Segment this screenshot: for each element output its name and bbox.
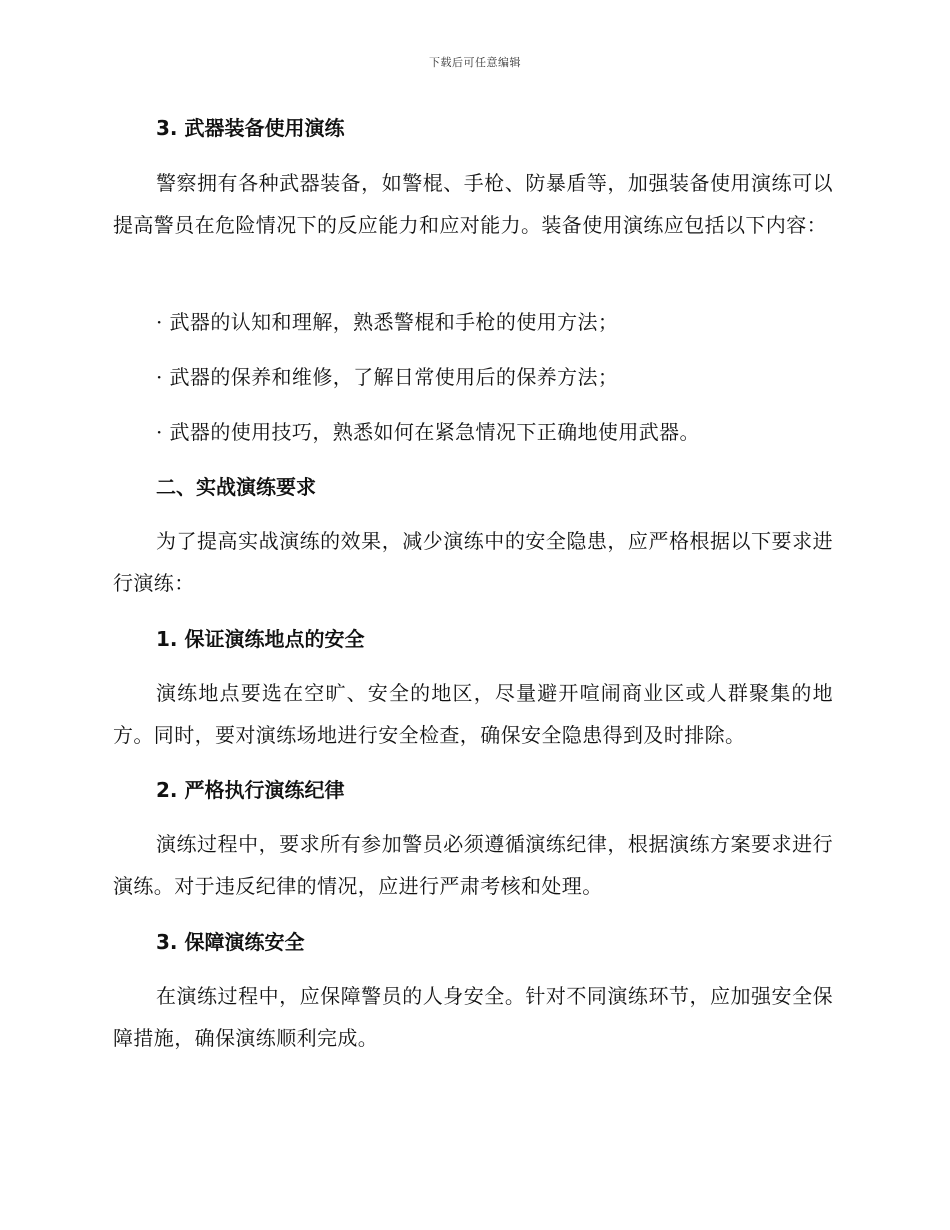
page-header: 下载后可任意编辑: [429, 56, 521, 69]
subsection-heading-location-safety: 1. 保证演练地点的安全: [156, 627, 365, 651]
subsection-heading-drill-safety: 3. 保障演练安全: [156, 930, 305, 954]
paragraph-requirements-intro: 为了提高实战演练的效果，减少演练中的安全隐患，应严格根据以下要求进行演练：: [113, 529, 833, 595]
subsection-heading-drill-discipline: 2. 严格执行演练纪律: [156, 778, 345, 802]
paragraph-location-safety: 演练地点要选在空旷、安全的地区，尽量避开喧闹商业区或人群聚集的地方。同时，要对演练场地进行安全检查，确保安全隐患得到及时排除。: [113, 681, 833, 747]
list-item: · 武器的使用技巧，熟悉如何在紧急情况下正确地使用武器。: [156, 420, 700, 444]
paragraph-drill-discipline: 演练过程中，要求所有参加警员必须遵循演练纪律，根据演练方案要求进行演练。对于违反纪律的情况，应进行严肃考核和处理。: [113, 832, 833, 898]
paragraph-equipment-intro: 警察拥有各种武器装备，如警棍、手枪、防暴盾等，加强装备使用演练可以提高警员在危险情况下的反应能力和应对能力。装备使用演练应包括以下内容：: [113, 171, 833, 237]
list-item: · 武器的认知和理解，熟悉警棍和手枪的使用方法；: [156, 310, 619, 334]
list-item: · 武器的保养和维修，了解日常使用后的保养方法；: [156, 365, 619, 389]
paragraph-drill-safety: 在演练过程中，应保障警员的人身安全。针对不同演练环节，应加强安全保障措施，确保演练顺利完成。: [113, 984, 833, 1050]
section-heading-drill-requirements: 二、实战演练要求: [156, 475, 316, 499]
section-heading-equipment-drill: 3. 武器装备使用演练: [156, 116, 345, 140]
